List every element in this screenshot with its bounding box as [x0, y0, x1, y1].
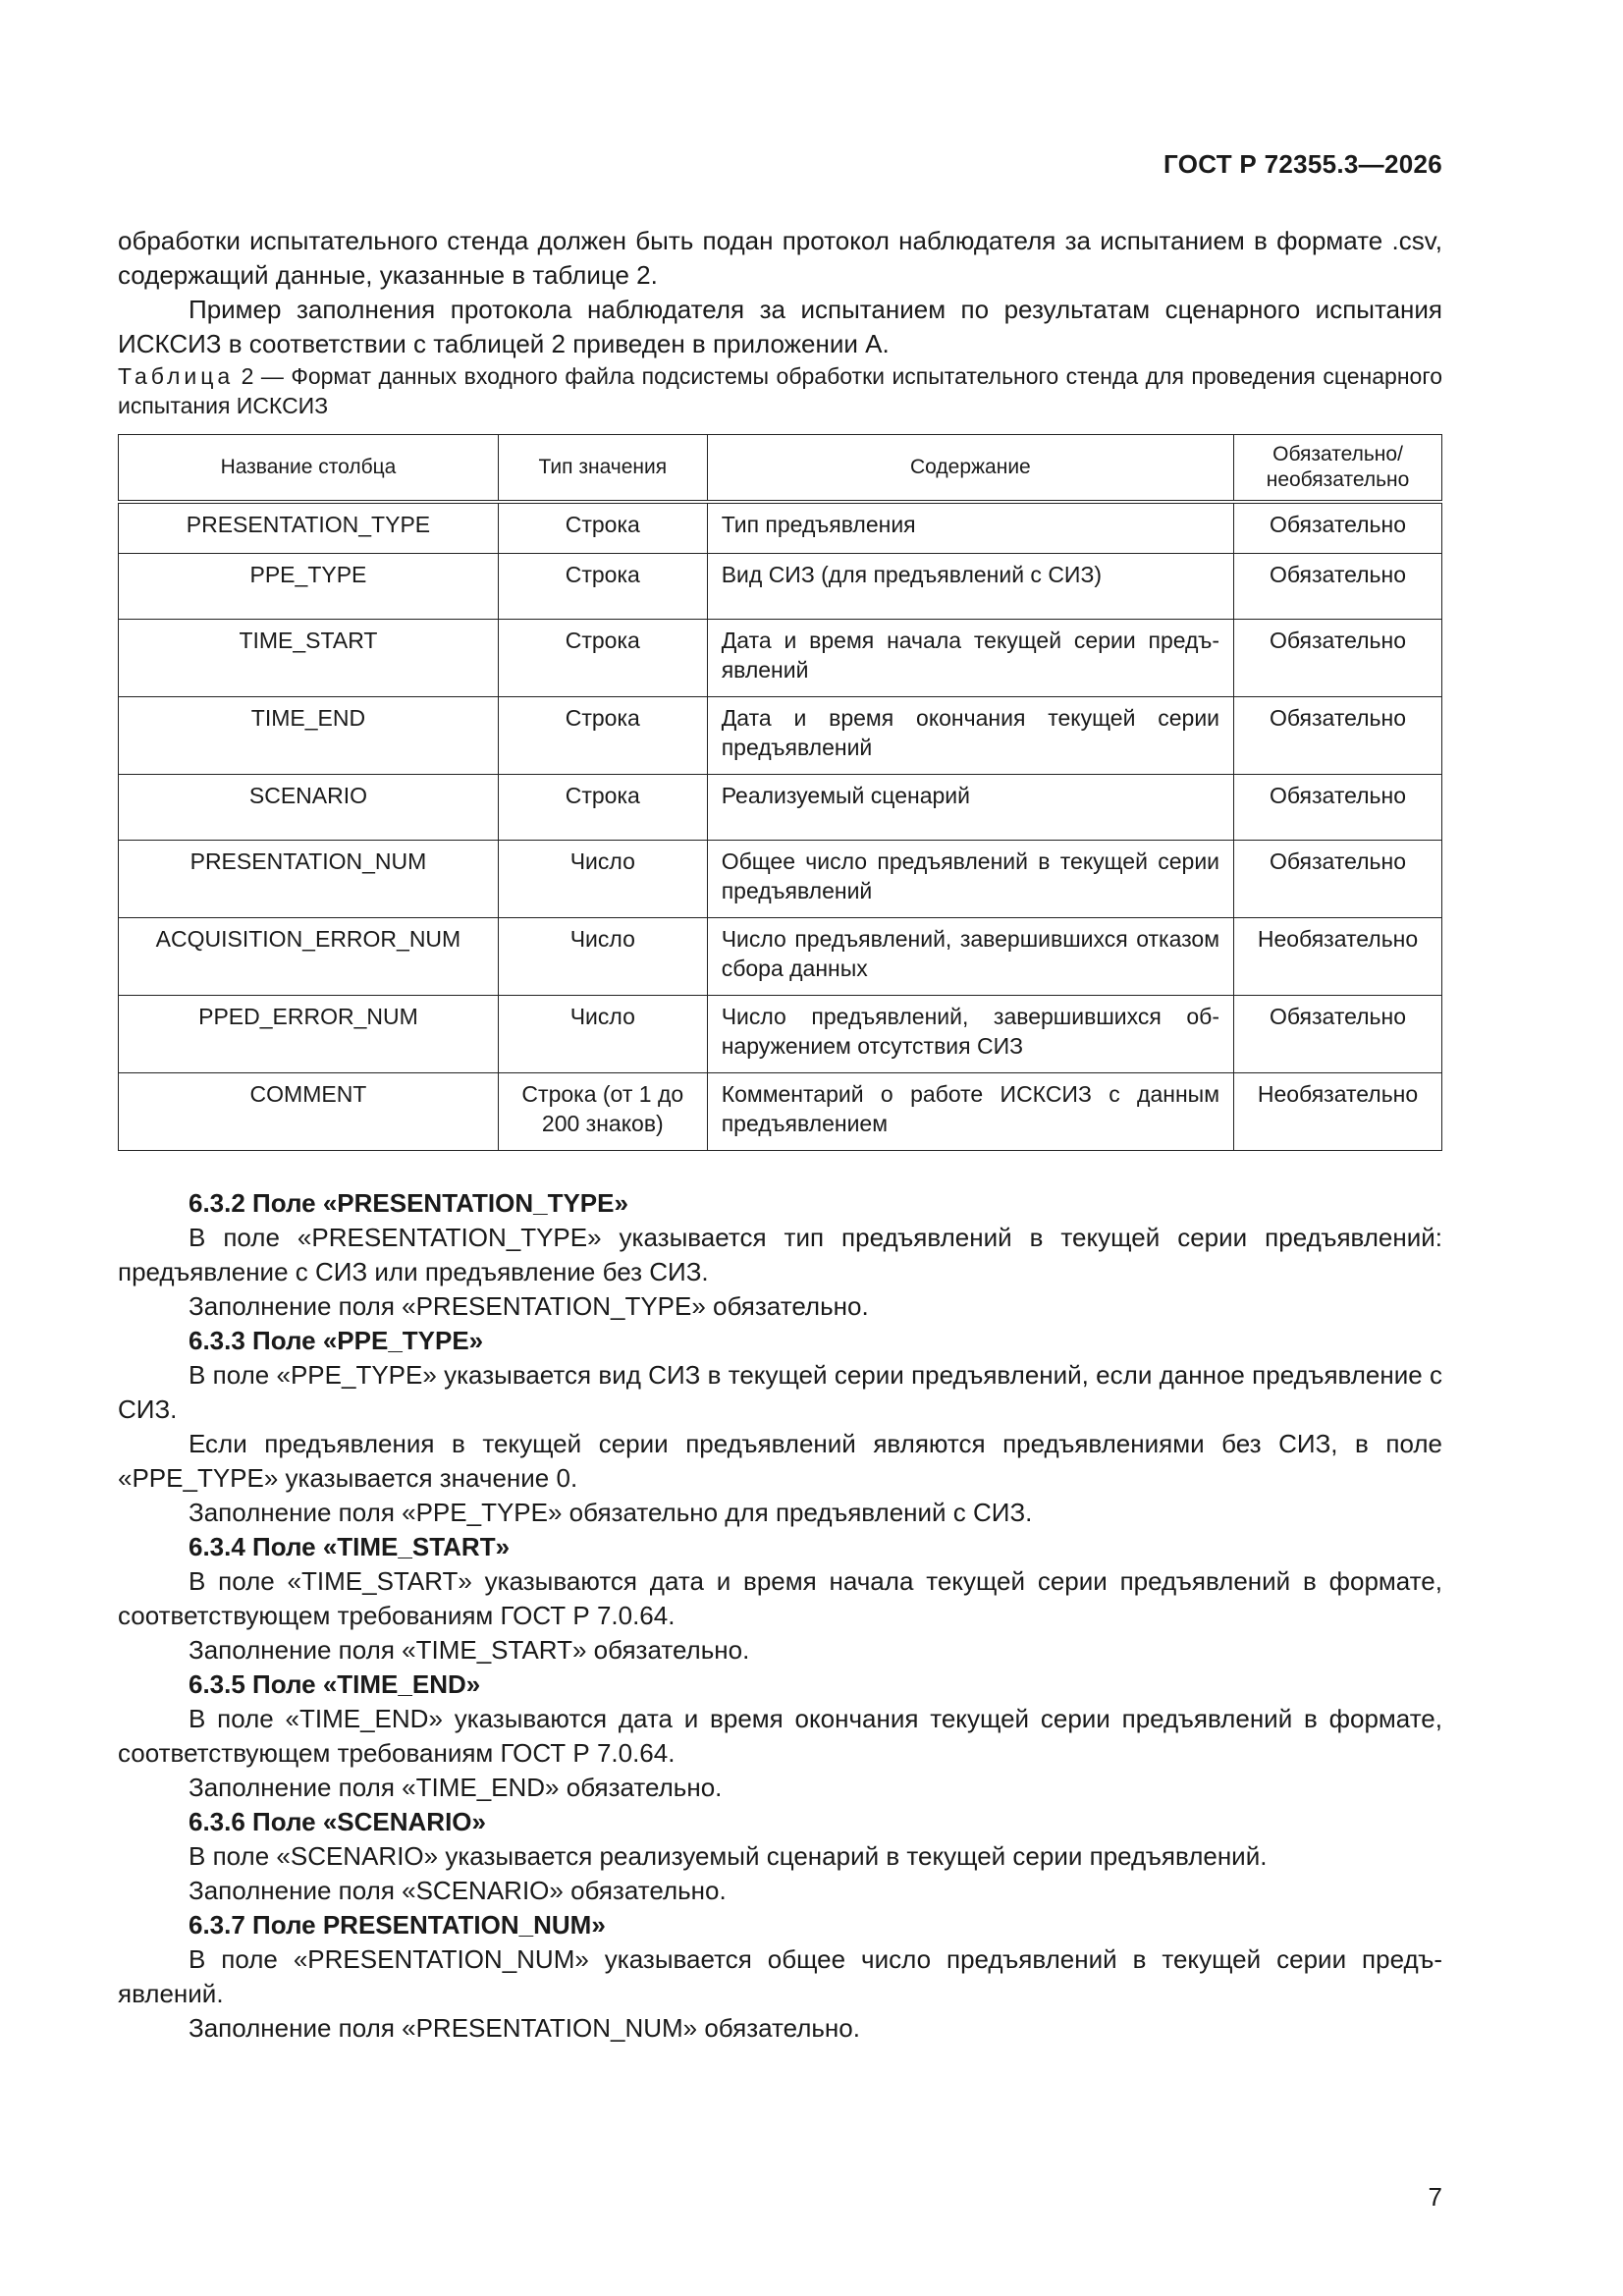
- table-caption: [118, 361, 1442, 420]
- table-row: [119, 1073, 1442, 1151]
- section-heading: 6.3.7 Поле PRESENTATION_NUM»: [189, 1910, 606, 1940]
- cell-name: ACQUISITION_ERROR_NUM: [119, 918, 499, 996]
- section-paragraph: В поле «PRESENTATION_NUM» указывается общее число предъявлений в текущей серии предъявлений.: [118, 1944, 1442, 2008]
- table-row: [119, 502, 1442, 554]
- cell-type: Строка: [498, 697, 707, 775]
- cell-required: Обязательно: [1234, 775, 1442, 841]
- intro-paragraph: Пример заполнения протокола наблюдателя за испытанием по результатам сценарного испытания ИСКСИЗ в соответствии с таблицей 2 приведен в приложении А.: [118, 295, 1442, 358]
- data-format-table: [118, 434, 1442, 1151]
- cell-type: Строка: [498, 554, 707, 620]
- section-heading: 6.3.4 Поле «TIME_START»: [189, 1532, 511, 1561]
- cell-type: Строка: [498, 502, 707, 554]
- section-heading: 6.3.3 Поле «PPE_TYPE»: [189, 1326, 484, 1355]
- column-header-type: Тип значения: [498, 435, 707, 503]
- table-caption-text: 2 — Формат данных входного файла подсистемы обработки испытательного стенда для проведения сценарного испытания ИСКСИЗ: [118, 363, 1443, 418]
- section-paragraph: В поле «TIME_END» указываются дата и время окончания текущей серии предъявлений в формате, соответствующем требованиям ГОСТ Р 7.0.64.: [118, 1704, 1442, 1768]
- cell-required: Обязательно: [1234, 841, 1442, 918]
- table-row: [119, 620, 1442, 697]
- cell-content: Комментарий о работе ИСКСИЗ с данным предъявлением: [707, 1073, 1233, 1151]
- cell-name: PPE_TYPE: [119, 554, 499, 620]
- cell-type: Число: [498, 841, 707, 918]
- cell-name: PRESENTATION_TYPE: [119, 502, 499, 554]
- section-paragraph: В поле «TIME_START» указываются дата и время начала текущей серии предъявлений в формате, соответствующем требованиям ГОСТ Р 7.0.64.: [118, 1566, 1442, 1630]
- cell-name: PPED_ERROR_NUM: [119, 996, 499, 1073]
- cell-name: COMMENT: [119, 1073, 499, 1151]
- table-row: [119, 775, 1442, 841]
- table-row: [119, 918, 1442, 996]
- cell-content: Общее число предъявлений в текущей серии предъявлений: [707, 841, 1233, 918]
- cell-content: Число предъявлений, завершившихся отказом сбора данных: [707, 918, 1233, 996]
- intro-paragraph: обработки испытательного стенда должен быть подан протокол наблюдателя за испытанием в формате .csv, содержащий данные, указанные в таблице 2.: [118, 226, 1442, 290]
- section-paragraph: В поле «PRESENTATION_TYPE» указывается тип предъявлений в текущей серии предъявлений: предъявление с СИЗ или предъявление без СИЗ.: [118, 1223, 1442, 1286]
- section-heading: 6.3.6 Поле «SCENARIO»: [189, 1807, 486, 1836]
- cell-content: Тип предъявления: [707, 502, 1233, 554]
- cell-name: PRESENTATION_NUM: [119, 841, 499, 918]
- section-heading: 6.3.2 Поле «PRESENTATION_TYPE»: [189, 1188, 628, 1218]
- cell-name: TIME_START: [119, 620, 499, 697]
- section-paragraph: Заполнение поля «TIME_END» обязательно.: [189, 1773, 723, 1802]
- cell-required: Обязательно: [1234, 620, 1442, 697]
- cell-name: SCENARIO: [119, 775, 499, 841]
- cell-required: Обязательно: [1234, 996, 1442, 1073]
- table-caption-label: Таблица: [118, 363, 235, 389]
- section-paragraph: Если предъявления в текущей серии предъявлений являются предъявлениями без СИЗ, в поле «PPE_TYPE» указывается значение 0.: [118, 1429, 1442, 1493]
- cell-required: Обязательно: [1234, 502, 1442, 554]
- column-header-name: Название столбца: [119, 435, 499, 503]
- section-heading: 6.3.5 Поле «TIME_END»: [189, 1669, 481, 1699]
- cell-required: Необязательно: [1234, 918, 1442, 996]
- cell-content: Реализуемый сценарий: [707, 775, 1233, 841]
- cell-type: Строка: [498, 775, 707, 841]
- table-row: [119, 841, 1442, 918]
- table-row: [119, 697, 1442, 775]
- cell-type: Число: [498, 996, 707, 1073]
- cell-content: Дата и время начала текущей серии предъявлений: [707, 620, 1233, 697]
- section-paragraph: Заполнение поля «PRESENTATION_NUM» обязательно.: [189, 2013, 860, 2043]
- page-content: [118, 224, 1442, 2046]
- document-code: ГОСТ Р 72355.3—2026: [1163, 149, 1442, 179]
- table-row: [119, 554, 1442, 620]
- cell-content: Число предъявлений, завершившихся обнаружением отсутствия СИЗ: [707, 996, 1233, 1073]
- cell-type: Число: [498, 918, 707, 996]
- section-paragraph: В поле «SCENARIO» указывается реализуемый сценарий в текущей серии предъявлений.: [189, 1841, 1268, 1871]
- cell-content: Вид СИЗ (для предъявлений с СИЗ): [707, 554, 1233, 620]
- cell-name: TIME_END: [119, 697, 499, 775]
- cell-required: Обязательно: [1234, 697, 1442, 775]
- section-paragraph: В поле «PPE_TYPE» указывается вид СИЗ в текущей серии предъявлений, если данное предъявление с СИЗ.: [118, 1360, 1442, 1424]
- table-header-row: [119, 435, 1442, 503]
- cell-required: Обязательно: [1234, 554, 1442, 620]
- cell-required: Необязательно: [1234, 1073, 1442, 1151]
- section-paragraph: Заполнение поля «PPE_TYPE» обязательно для предъявлений с СИЗ.: [189, 1498, 1033, 1527]
- section-paragraph: Заполнение поля «TIME_START» обязательно.: [189, 1635, 750, 1665]
- column-header-content: Содержание: [707, 435, 1233, 503]
- table-row: [119, 996, 1442, 1073]
- page-number: 7: [1428, 2182, 1442, 2212]
- column-header-required: Обязательно/ необязательно: [1234, 435, 1442, 503]
- cell-type: Строка: [498, 620, 707, 697]
- section-paragraph: Заполнение поля «PRESENTATION_TYPE» обязательно.: [189, 1291, 869, 1321]
- section-paragraph: Заполнение поля «SCENARIO» обязательно.: [189, 1876, 727, 1905]
- cell-type: Строка (от 1 до 200 знаков): [498, 1073, 707, 1151]
- cell-content: Дата и время окончания текущей серии предъявлений: [707, 697, 1233, 775]
